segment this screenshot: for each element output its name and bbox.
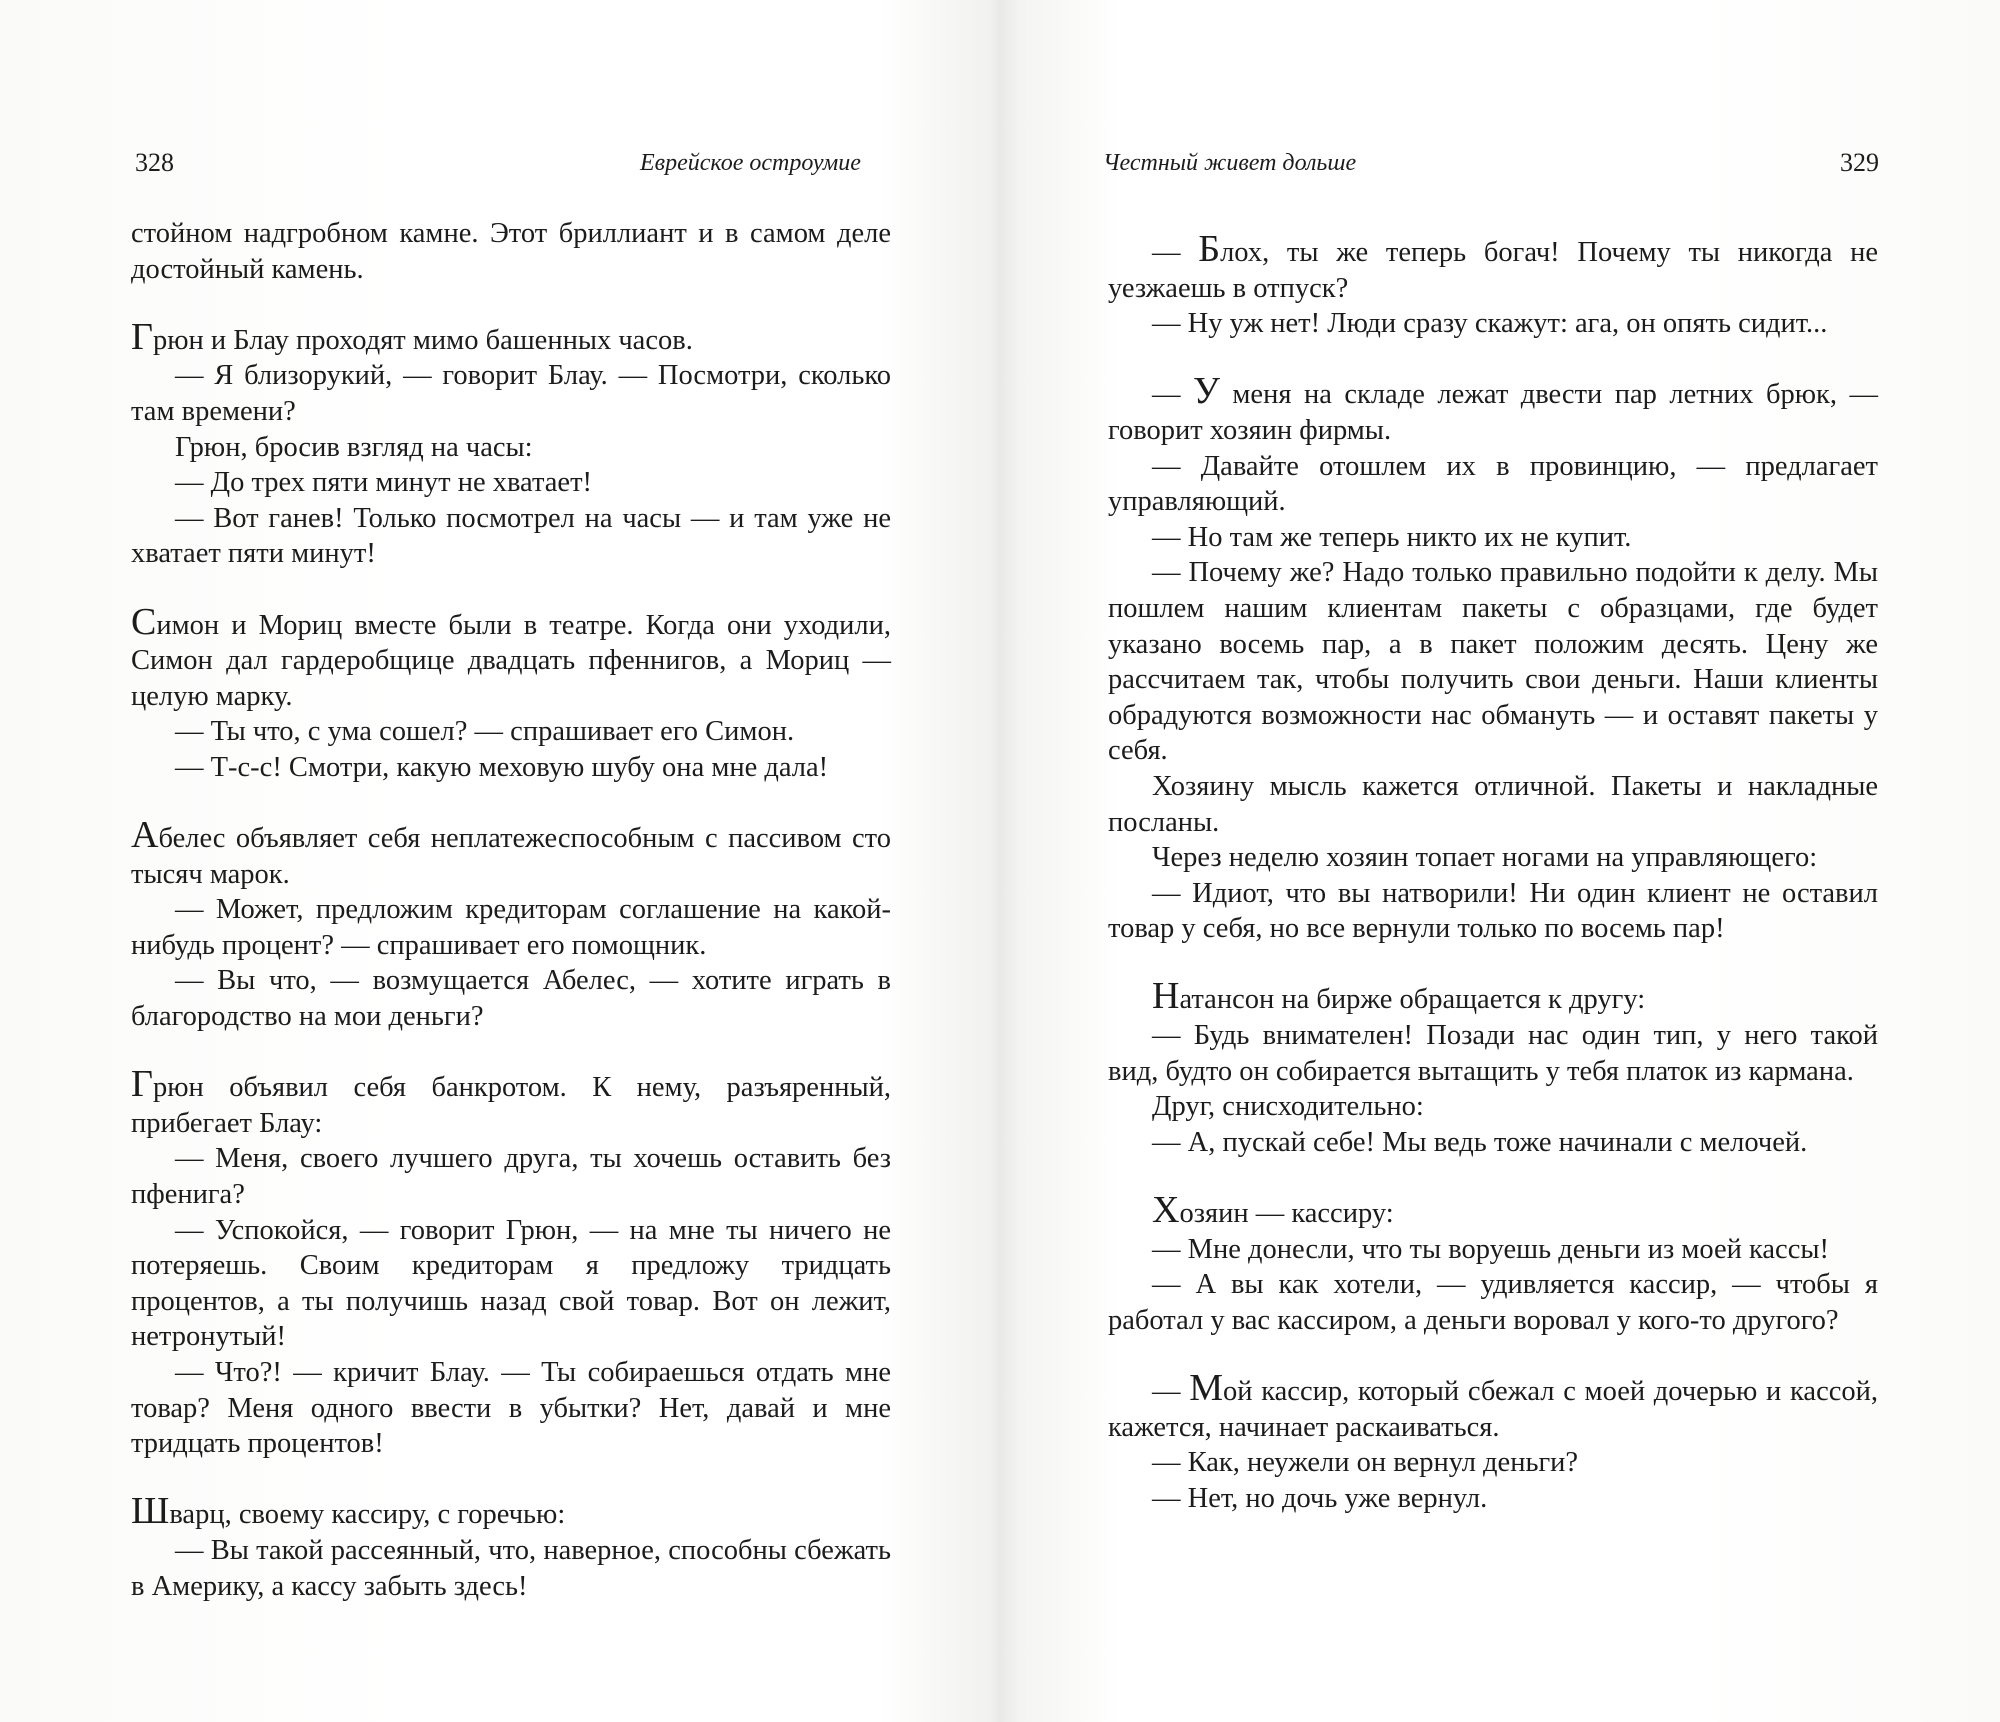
paragraph: — Вот ганев! Только посмотрел на часы — и там уже не хватает пяти минут! xyxy=(131,502,891,570)
paragraph: — Давайте отошлем их в провинцию, — предлагает управляющий. xyxy=(1108,450,1878,518)
initial-letter: У xyxy=(1193,370,1220,413)
paragraph: — Ну уж нет! Люди сразу скажут: ага, он опять сидит... xyxy=(1152,308,1828,340)
paragraph: Абелес объявляет себя неплатежеспособным с пассивом сто тысяч марок. xyxy=(131,814,891,890)
page-number: 328 xyxy=(135,148,174,177)
paragraph: — Мне донесли, что ты воруешь деньги из моей кассы! xyxy=(1152,1233,1829,1265)
initial-letter: А xyxy=(131,814,159,857)
page-body xyxy=(1108,228,1879,1516)
initial-letter: Г xyxy=(131,315,153,358)
paragraph: — Почему же? Надо только правильно подойти к делу. Мы пошлем нашим клиентам пакеты с образцами, где будет указано восемь пар, а в пакет положим десять. Цену же рассчитаем так, чтобы получить свои деньги. Наши клиенты обрадуются возможности нас обмануть — и оставят пакеты у себя. xyxy=(1108,557,1878,767)
paragraph: — А, пускай себе! Мы ведь тоже начинали с мелочей. xyxy=(1152,1126,1808,1158)
block-separator xyxy=(131,1035,891,1071)
initial-letter: Ш xyxy=(131,1490,170,1533)
block-separator xyxy=(131,1462,891,1498)
paragraph: — Может, предложим кредиторам соглашение на какой-нибудь процент? — спрашивает его помощник. xyxy=(131,894,891,961)
paragraph: Симон и Мориц вместе были в театре. Когда они уходили, Симон дал гардеробщице двадцать пфеннигов, а Мориц — целую марку. xyxy=(131,600,891,712)
paragraph: — Мой кассир, который сбежал с моей дочерью и кассой, кажется, начинает раскаиваться. xyxy=(1108,1367,1879,1443)
initial-letter: Х xyxy=(1152,1189,1180,1232)
paragraph: Грюн объявил себя банкротом. К нему, разъяренный, прибегает Блау: xyxy=(131,1063,891,1139)
paragraph: Друг, снисходительно: xyxy=(1152,1091,1424,1123)
initial-letter: Г xyxy=(131,1063,153,1106)
initial-letter: Б xyxy=(1198,228,1221,270)
paragraph: Грюн и Блау проходят мимо башенных часов. xyxy=(131,315,693,358)
paragraph: — Блох, ты же теперь богач! Почему ты никогда не уезжаешь в отпуск? xyxy=(1108,228,1878,304)
paragraph: — Успокойся, — говорит Грюн, — на мне ты ничего не потеряешь. Своим кредиторам я предложу тридцать процентов, а ты получишь назад свой товар. Вот он лежит, нетронутый! xyxy=(131,1214,891,1353)
paragraph: стойном надгробном камне. Этот бриллиант и в самом деле достойный камень. xyxy=(131,218,891,285)
block-separator xyxy=(1108,947,1878,983)
paragraph: — Нет, но дочь уже вернул. xyxy=(1152,1482,1488,1514)
paragraph: — А вы как хотели, — удивляется кассир, — чтобы я работал у вас кассиром, а деньги воровал у кого-то другого? xyxy=(1108,1269,1878,1336)
block-separator xyxy=(131,786,891,822)
paragraph: — У меня на складе лежат двести пар летних брюк, — говорит хозяин фирмы. xyxy=(1108,370,1878,446)
paragraph: — Идиот, что вы натворили! Ни один клиент не оставил товар у себя, но все вернули только по восемь пар! xyxy=(1108,877,1878,945)
block-separator xyxy=(131,572,891,608)
page-body xyxy=(131,216,891,1604)
paragraph: — Меня, своего лучшего друга, ты хочешь оставить без пфенига? xyxy=(131,1143,891,1211)
paragraph: Хозяину мысль кажется отличной. Пакеты и накладные посланы. xyxy=(1108,770,1878,838)
paragraph: Грюн, бросив взгляд на часы: xyxy=(175,431,533,463)
block-separator xyxy=(1108,1160,1878,1196)
paragraph: — Я близорукий, — говорит Блау. — Посмотри, сколько там времени? xyxy=(131,360,891,427)
paragraph: Шварц, своему кассиру, с горечью: xyxy=(131,1490,566,1533)
block-separator xyxy=(131,287,891,323)
initial-letter: С xyxy=(131,600,157,643)
paragraph: — До трех пяти минут не хватает! xyxy=(175,467,593,499)
paragraph: Через неделю хозяин топает ногами на управляющего: xyxy=(1152,842,1818,874)
page-number: 329 xyxy=(1840,148,1879,177)
paragraph: — Что?! — кричит Блау. — Ты собираешься отдать мне товар? Меня одного ввести в убытки? Нет, давай и мне тридцать процентов! xyxy=(131,1357,891,1460)
paragraph: — Вы что, — возмущается Абелес, — хотите играть в благородство на мои деньги? xyxy=(131,965,891,1033)
paragraph: — Вы такой рассеянный, что, наверное, способны сбежать в Америку, а кассу забыть здесь! xyxy=(131,1534,891,1602)
block-separator xyxy=(1108,1338,1878,1374)
block-separator xyxy=(1108,342,1878,378)
initial-letter: М xyxy=(1189,1367,1224,1409)
paragraph: Натансон на бирже обращается к другу: xyxy=(1152,975,1646,1018)
paragraph: — Как, неужели он вернул деньги? xyxy=(1152,1447,1579,1479)
initial-letter: Н xyxy=(1152,975,1180,1018)
right-page xyxy=(1000,0,2000,1722)
running-head: Еврейское остроумие xyxy=(640,150,861,176)
running-head: Честный живет дольше xyxy=(1103,150,1357,176)
paragraph: Хозяин — кассиру: xyxy=(1152,1189,1394,1232)
paragraph: — Т-с-с! Смотри, какую меховую шубу она мне дала! xyxy=(175,751,829,783)
paragraph: — Но там же теперь никто их не купит. xyxy=(1152,521,1632,553)
paragraph: — Будь внимателен! Позади нас один тип, у него такой вид, будто он собирается вытащить у тебя платок из кармана. xyxy=(1108,1020,1878,1087)
paragraph: — Ты что, с ума сошел? — спрашивает его Симон. xyxy=(175,716,795,748)
